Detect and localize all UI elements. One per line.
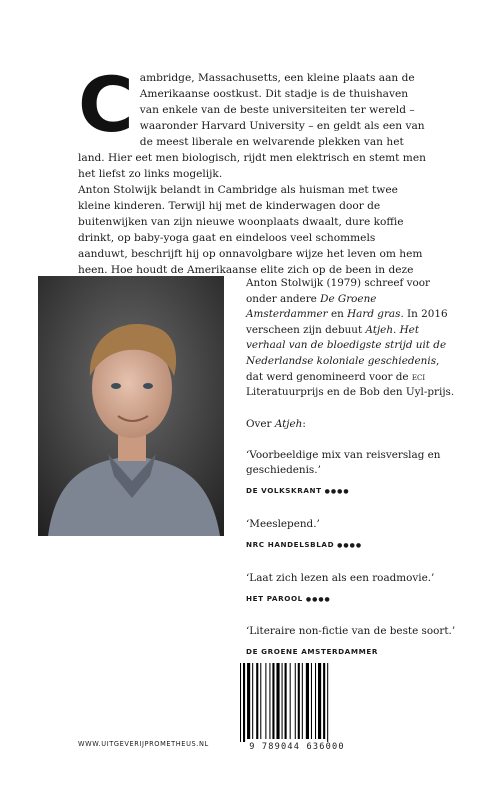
over-atjeh bbox=[246, 417, 456, 433]
review-quote bbox=[246, 624, 456, 661]
bio-text: Anton Stolwijk (1979) schreef voor onder andere bbox=[246, 277, 430, 305]
author-bio bbox=[246, 276, 456, 678]
quote-text: ‘Laat zich lezen als een roadmovie.’ bbox=[246, 571, 435, 584]
publisher-url: WWW.UITGEVERIJPROMETHEUS.NL bbox=[78, 740, 209, 748]
review-quote bbox=[246, 448, 456, 500]
bio-text: Literatuurprijs en de Bob den Uyl-prijs. bbox=[246, 386, 455, 399]
blurb-paragraph-2: Anton Stolwijk belandt in Cambridge als huisman met twee kleine kinderen. Terwijl hij met de kinderwagen door de buitenwijken van zijn nieuwe woonplaats dwaalt, dure koffie drinkt, op baby-yoga gaat en eindeloos veel schommels aanduwt, beschrijft hij op onnavolgbare wijze het leven om hem heen. Hoe houdt de Amerikaanse elite zich op de been in deze bbox=[78, 184, 423, 276]
rating-dots: ●●●● bbox=[337, 541, 363, 549]
bio-title-atjeh: Atjeh. Het verhaal van de bloedigste strijd uit de Nederlandse koloniale geschiedenis bbox=[246, 323, 447, 367]
bio-title-groene: De Groene Amsterdammer bbox=[246, 292, 377, 321]
over-suffix: : bbox=[302, 417, 306, 430]
rating-dots: ●●●● bbox=[324, 488, 350, 496]
review-quote bbox=[246, 571, 456, 608]
bio-text: en bbox=[327, 308, 348, 321]
bio-text: . In 2016 verscheen zijn debuut bbox=[246, 308, 448, 336]
over-title: Atjeh bbox=[274, 417, 303, 430]
barcode-bars bbox=[238, 663, 356, 743]
bio-title-hardgras: Hard gras bbox=[347, 308, 401, 321]
blurb bbox=[78, 60, 428, 294]
quote-text: ‘Meeslepend.’ bbox=[246, 517, 320, 530]
quote-source: DE GROENE AMSTERDAMMER bbox=[246, 647, 378, 657]
bio-eci: eci bbox=[411, 370, 426, 383]
quote-text: ‘Voorbeeldige mix van reisverslag en geschiedenis.’ bbox=[246, 449, 441, 477]
isbn-number: 9 789044 636000 bbox=[238, 742, 356, 752]
rating-dots: ●●●● bbox=[305, 595, 331, 603]
bio-paragraph bbox=[246, 276, 456, 401]
quote-source: HET PAROOL ●●●● bbox=[246, 593, 331, 603]
quote-source: NRC HANDELSBLAD ●●●● bbox=[246, 539, 363, 549]
author-photo bbox=[38, 276, 224, 536]
drop-cap: C bbox=[78, 60, 134, 149]
over-prefix: Over bbox=[246, 417, 275, 430]
bio-text: , dat werd genomineerd voor de bbox=[246, 354, 440, 383]
blurb-paragraph-1: ambridge, Massachusetts, een kleine plaats aan de Amerikaanse oostkust. Dit stadje is de thuishaven van enkele van de beste universiteiten ter wereld – waaronder Harvard University – en geldt als een van de meest liberale en welvarende plekken van het land. Hier eet men biologisch, rijdt men elektrisch en stemt men het liefst zo links mogelijk. bbox=[78, 72, 426, 180]
author-portrait-image bbox=[38, 276, 224, 536]
quote-source: DE VOLKSKRANT ●●●● bbox=[246, 486, 350, 496]
quote-text: ‘Literaire non-fictie van de beste soort.’ bbox=[246, 625, 456, 638]
review-quote bbox=[246, 517, 456, 554]
